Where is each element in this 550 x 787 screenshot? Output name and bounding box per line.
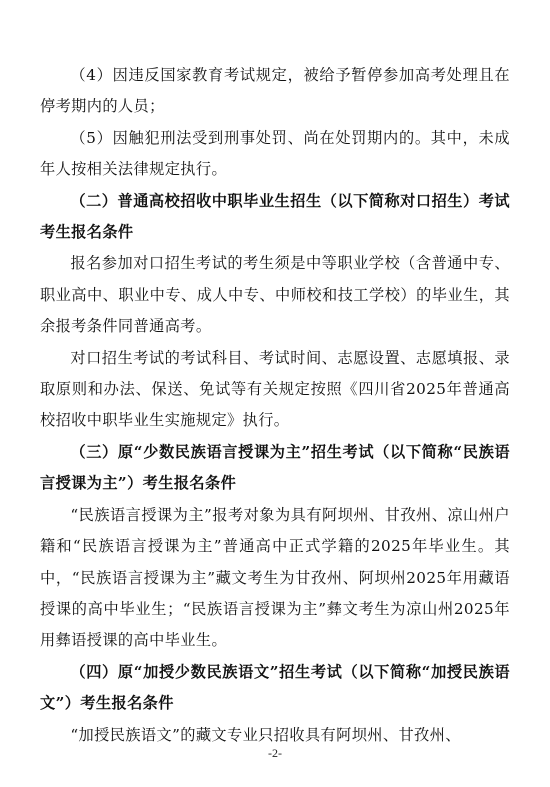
page-number: -2-	[268, 746, 282, 760]
paragraph-4-exam-violation: （4）因违反国家教育考试规定，被给予暂停参加高考处理且在停考期内的人员；	[40, 66, 510, 116]
section-heading-vocational: （二）普通高校招收中职毕业生招生（以下简称对口招生）考试考生报名条件	[40, 191, 510, 242]
paragraph-ethnic-language-eligibility: “民族语言授课为主”报考对象为具有阿坝州、甘孜州、凉山州户籍和“民族语言授课为主”普通高中正式学籍的2025年毕业生。其中，“民族语言授课为主”藏文考生为甘孜州、阿坝州2025年用藏语授课的高中毕业生；“民族语言授课为主”彝文考生为凉山州2025年用彝语授课的高中毕业生。	[40, 505, 510, 650]
document-body	[40, 60, 510, 751]
section-heading-additional-ethnic-language: （四）原“加授少数民族语文”招生考试（以下简称“加授民族语文”）考生报名条件	[40, 662, 510, 713]
paragraph-vocational-rules: 对口招生考试的考试科目、考试时间、志愿设置、志愿填报、录取原则和办法、保送、免试等有关规定按照《四川省2025年普通高校招收中职毕业生实施规定》执行。	[40, 348, 510, 430]
paragraph-tibetan-major: “加授民族语文”的藏文专业只招收具有阿坝州、甘孜州、	[70, 725, 461, 744]
section-heading-ethnic-language-instruction: （三）原“少数民族语言授课为主”招生考试（以下简称“民族语言授课为主”）考生报名条件	[40, 442, 510, 493]
paragraph-5-criminal-penalty: （5）因触犯刑法受到刑事处罚、尚在处罚期内的。其中，未成年人按相关法律规定执行。	[40, 128, 510, 179]
paragraph-vocational-eligibility: 报名参加对口招生考试的考生须是中等职业学校（含普通中专、职业高中、职业中专、成人中专、中师校和技工学校）的毕业生，其余报考条件同普通高考。	[40, 254, 510, 336]
